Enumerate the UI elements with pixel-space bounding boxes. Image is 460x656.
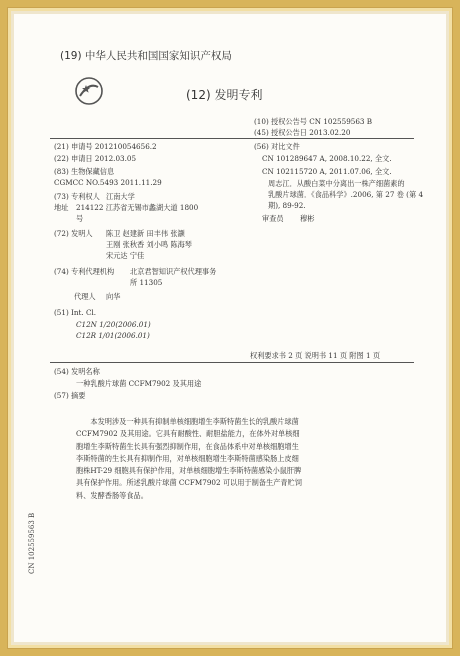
office-header: (19) 中华人民共和国国家知识产权局 (60, 50, 232, 62)
abstract-text: 本发明涉及一种具有抑制单核细胞增生李斯特菌生长的乳酸片球菌 CCFM7902 及其用途。它具有耐酸性、耐胆盐能力，在体外对单核细胞增生李斯特菌生长具有强烈抑制作用，在食品体系中对单核细胞增生李斯特菌的生长具有抑制作用，对单核细胞增生李斯特菌感染肠上皮细胞株HT-29 细胞具有保护作用，对单核细胞增生李斯特菌感染小鼠肝脾具有保护作用。所述乳酸片球菌 CCFM7902 可以用于制备生产青贮饲料、发酵香肠等食品。 (76, 417, 302, 500)
page-count-info: 权利要求书 2 页 说明书 11 页 附图 1 页 (250, 351, 381, 360)
examiner-label: 审查员 (262, 214, 284, 223)
body-rule (50, 362, 414, 363)
grant-date: (45) 授权公告日 2013.02.20 (254, 128, 351, 137)
cited-doc-1: CN 101289647 A, 2008.10.22, 全文. (262, 154, 392, 163)
patent-office-emblem-icon (74, 76, 104, 106)
address-label: 地址 (54, 203, 69, 212)
header-rule (50, 138, 414, 139)
application-number: (21) 申请号 201210054656.2 (54, 142, 157, 151)
inventors-label: (72) 发明人 (54, 229, 93, 238)
cited-doc-3-line-3: 期), 89-92. (268, 201, 306, 210)
address-line-2: 号 (76, 214, 84, 223)
invention-title: 一种乳酸片球菌 CCFM7902 及其用途 (76, 379, 202, 388)
deposit-info-label: (83) 生物保藏信息 (54, 167, 115, 176)
cited-doc-3-line-2: 乳酸片球菌．《食品科学》.2006, 第 27 卷 (第 4 (268, 190, 424, 199)
cited-docs-label: (56) 对比文件 (254, 142, 300, 151)
int-cl-1: C12N 1/20(2006.01) (76, 320, 151, 329)
inventors-line-3: 宋元达 宁佳 (106, 251, 145, 260)
inventors-line-2: 王刚 张秋香 刘小鸣 陈海琴 (106, 240, 192, 249)
agency-line-2: 所 11305 (130, 278, 163, 287)
int-cl-2: C12R 1/01(2006.01) (76, 331, 150, 340)
patentee-label: (73) 专利权人 (54, 192, 100, 201)
application-date: (22) 申请日 2012.03.05 (54, 154, 137, 163)
abstract-label: (57) 摘要 (54, 391, 86, 400)
inventors-line-1: 陈卫 赵建新 田丰伟 张灏 (106, 229, 185, 238)
agent-name: 向华 (106, 292, 121, 301)
examiner-name: 穆彬 (300, 214, 315, 223)
invention-title-label: (54) 发明名称 (54, 367, 100, 376)
cited-doc-2: CN 102115720 A, 2011.07.06, 全文. (262, 167, 392, 176)
grant-number: (10) 授权公告号 CN 102559563 B (254, 117, 373, 126)
patentee-name: 江南大学 (106, 192, 135, 201)
int-cl-label: (51) Int. Cl. (54, 308, 97, 317)
patent-page (14, 14, 446, 642)
agency-label: (74) 专利代理机构 (54, 267, 115, 276)
side-publication-number: CN 102559563 B (28, 512, 36, 574)
deposit-info-value: CGMCC NO.5493 2011.11.29 (54, 178, 162, 187)
agency-line-1: 北京君智知识产权代理事务 (130, 267, 217, 276)
cited-doc-3-line-1: 周志江．从酸白菜中分离出一株产细菌素的 (268, 179, 405, 188)
address-line-1: 214122 江苏省无锡市蠡湖大道 1800 (76, 203, 199, 212)
agent-label: 代理人 (74, 292, 96, 301)
document-type-title: (12) 发明专利 (186, 88, 263, 102)
